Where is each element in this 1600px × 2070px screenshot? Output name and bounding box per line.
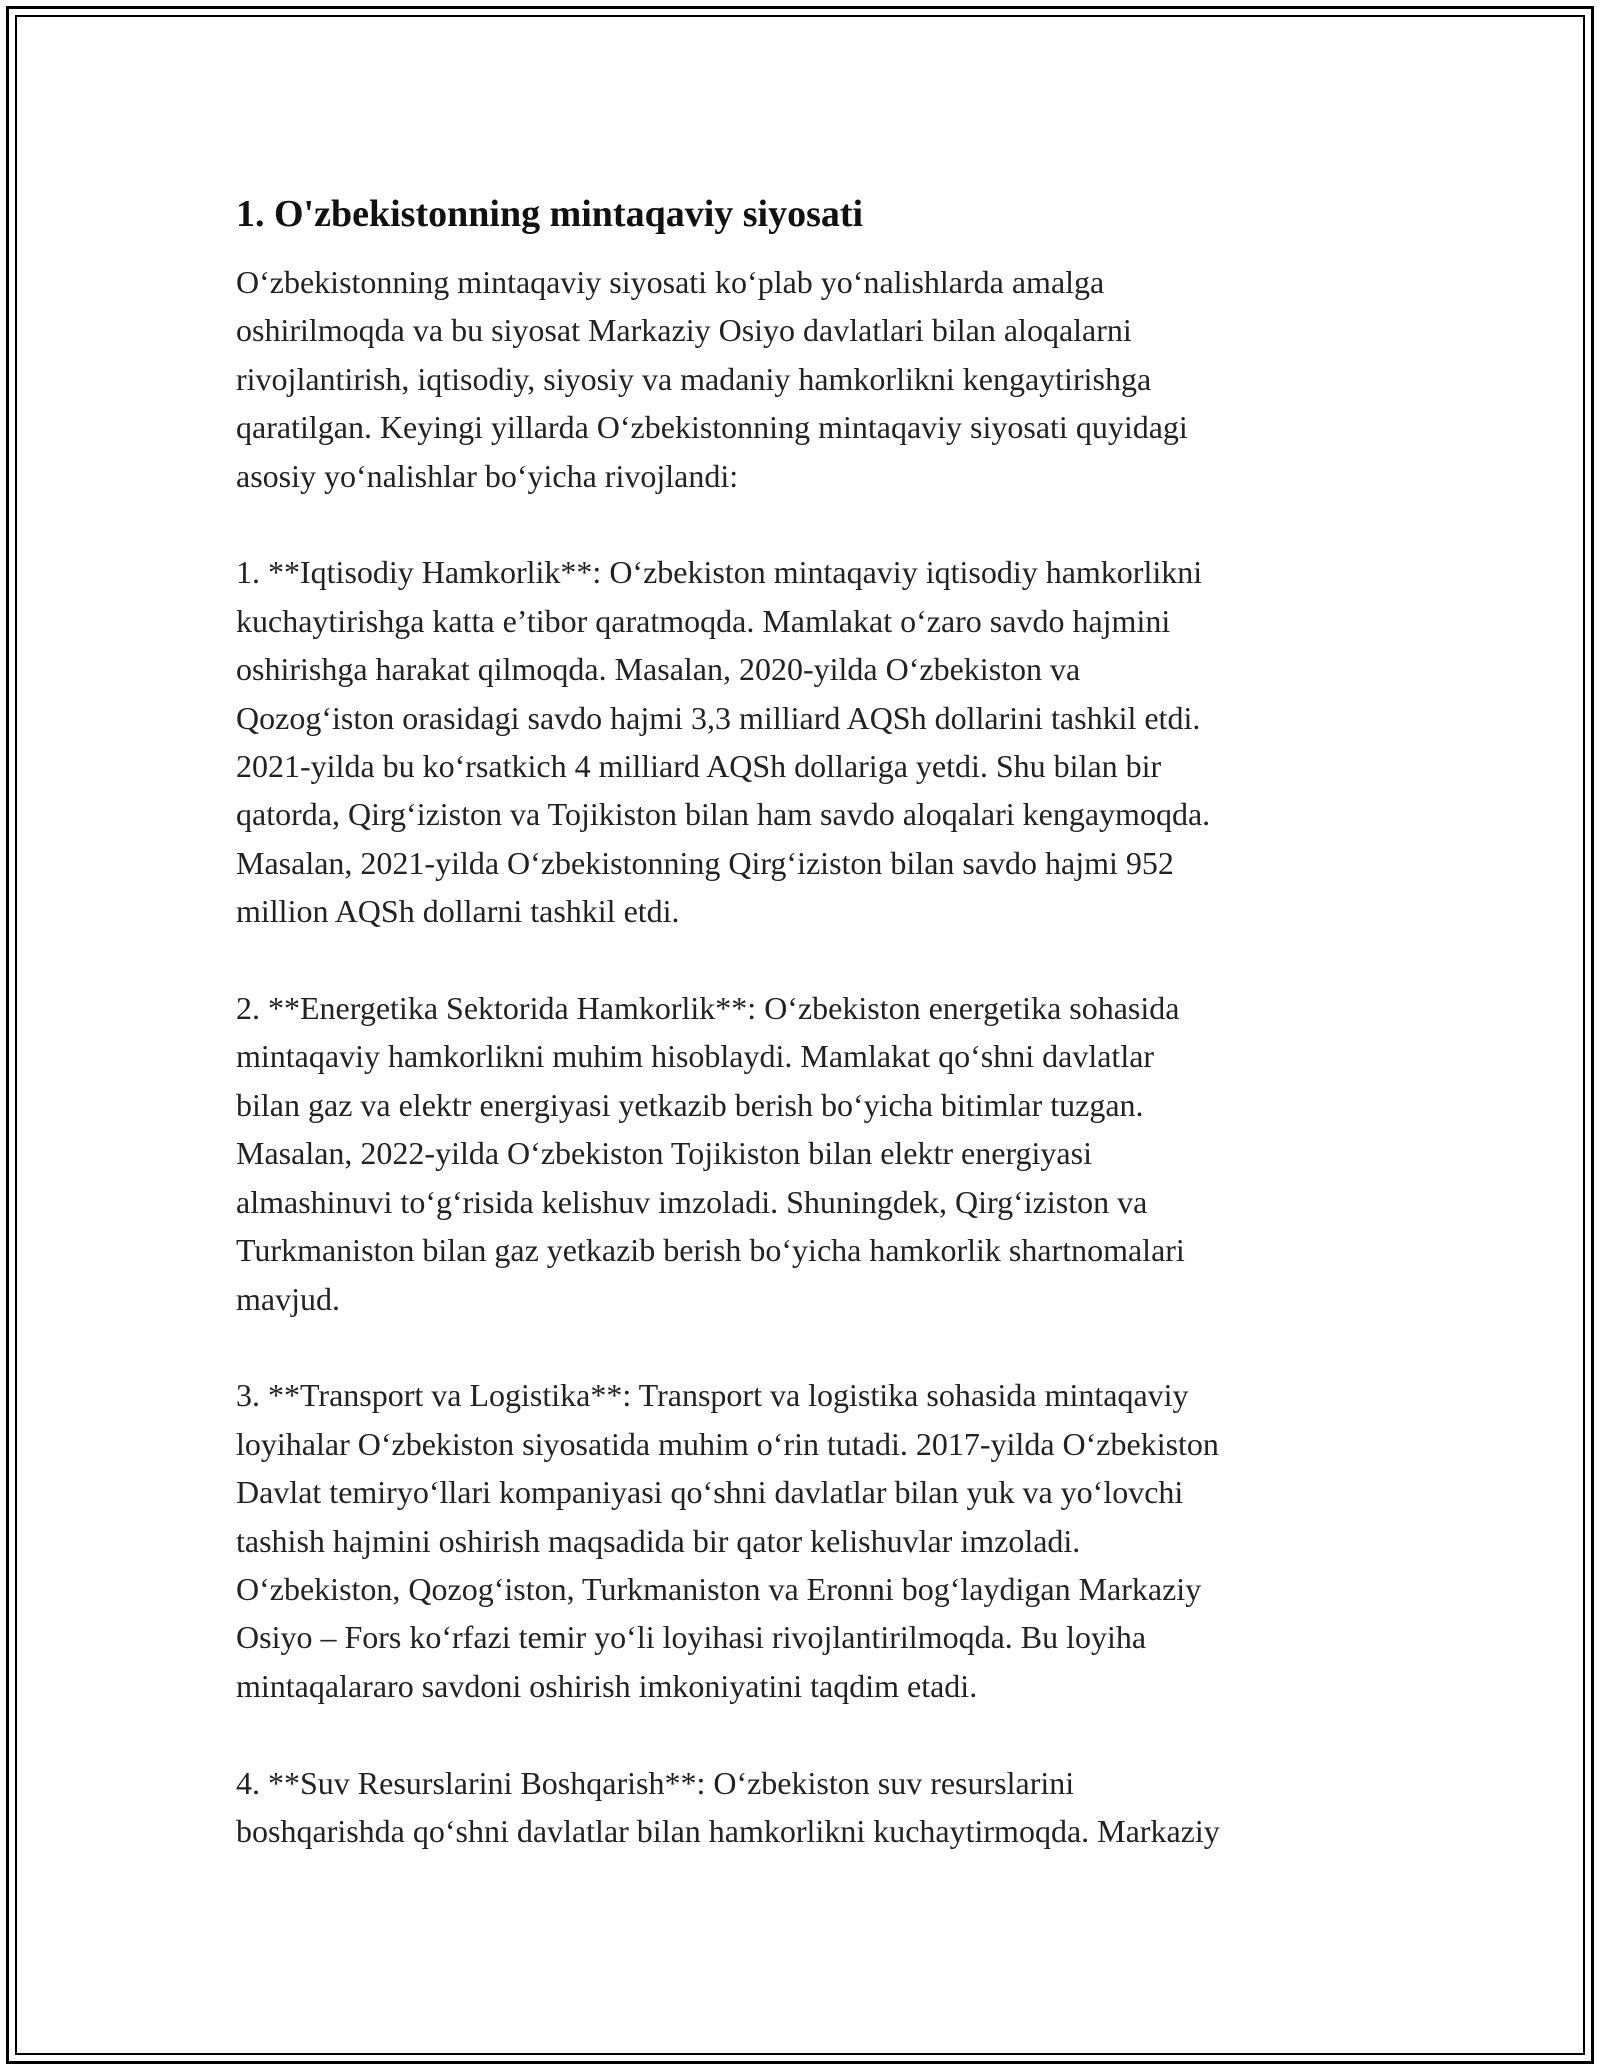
paragraph-energy-cooperation: 2. **Energetika Sektorida Hamkorlik**: O‘zbekiston energetika sohasida mintaqaviy hamkorlikni muhim hisoblaydi. Mamlakat qo‘shni davlatlar bilan gaz va elektr energiyasi yetkazib berish bo‘yicha bitimlar tuzgan. Masalan, 2022-yilda O‘zbekiston Tojikiston bilan elektr energiyasi almashinuvi to‘g‘risida kelishuv imzoladi. Shuningdek, Qirg‘iziston va Turkmaniston bilan gaz yetkazib berish bo‘yicha hamkorlik shartnomalari mavjud. bbox=[236, 990, 1185, 1317]
paragraph-economic-cooperation: 1. **Iqtisodiy Hamkorlik**: O‘zbekiston mintaqaviy iqtisodiy hamkorlikni kuchaytirishga katta e’tibor qaratmoqda. Mamlakat o‘zaro savdo hajmini oshirishga harakat qilmoqda. Masalan, 2020-yilda O‘zbekiston va Qozog‘iston orasidagi savdo hajmi 3,3 milliard AQSh dollarini tashkil etdi. 2021-yilda bu ko‘rsatkich 4 milliard AQSh dollariga yetdi. Shu bilan bir qatorda, Qirg‘iziston va Tojikiston bilan ham savdo aloqalari kengaymoqda. Masalan, 2021-yilda O‘zbekistonning Qirg‘iziston bilan savdo hajmi 952 million AQSh dollarni tashkil etdi. bbox=[236, 554, 1211, 930]
paragraph-transport-logistics: 3. **Transport va Logistika**: Transport va logistika sohasida mintaqaviy loyihalar O‘zbekiston siyosatida muhim o‘rin tutadi. 2017-yilda O‘zbekiston Davlat temiryo‘llari kompaniyasi qo‘shni davlatlar bilan yuk va yo‘lovchi tashish hajmini oshirish maqsadida bir qator kelishuvlar imzoladi. O‘zbekiston, Qozog‘iston, Turkmaniston va Eronni bog‘laydigan Markaziy Osiyo – Fors ko‘rfazi temir yo‘li loyihasi rivojlantirilmoqda. Bu loyiha mintaqalararo savdoni oshirish imkoniyatini taqdim etadi. bbox=[236, 1377, 1219, 1704]
paragraph-water-resources: 4. **Suv Resurslarini Boshqarish**: O‘zbekiston suv resurslarini boshqarishda qo‘shni davlatlar bilan hamkorlikni kuchaytirmoqda. Markaziy bbox=[236, 1764, 1220, 1849]
intro-paragraph: O‘zbekistonning mintaqaviy siyosati ko‘plab yo‘nalishlarda amalga oshirilmoqda va bu siyosat Markaziy Osiyo davlatlari bilan aloqalarni rivojlantirish, iqtisodiy, siyosiy va madaniy hamkorlikni kengaytirishga qaratilgan. Keyingi yillarda O‘zbekistonning mintaqaviy siyosati quyidagi asosiy yo‘nalishlar bo‘yicha rivojlandi: bbox=[236, 264, 1188, 494]
document-body bbox=[236, 188, 1386, 1904]
section-heading: 1. O'zbekistonning mintaqaviy siyosati bbox=[236, 193, 864, 235]
